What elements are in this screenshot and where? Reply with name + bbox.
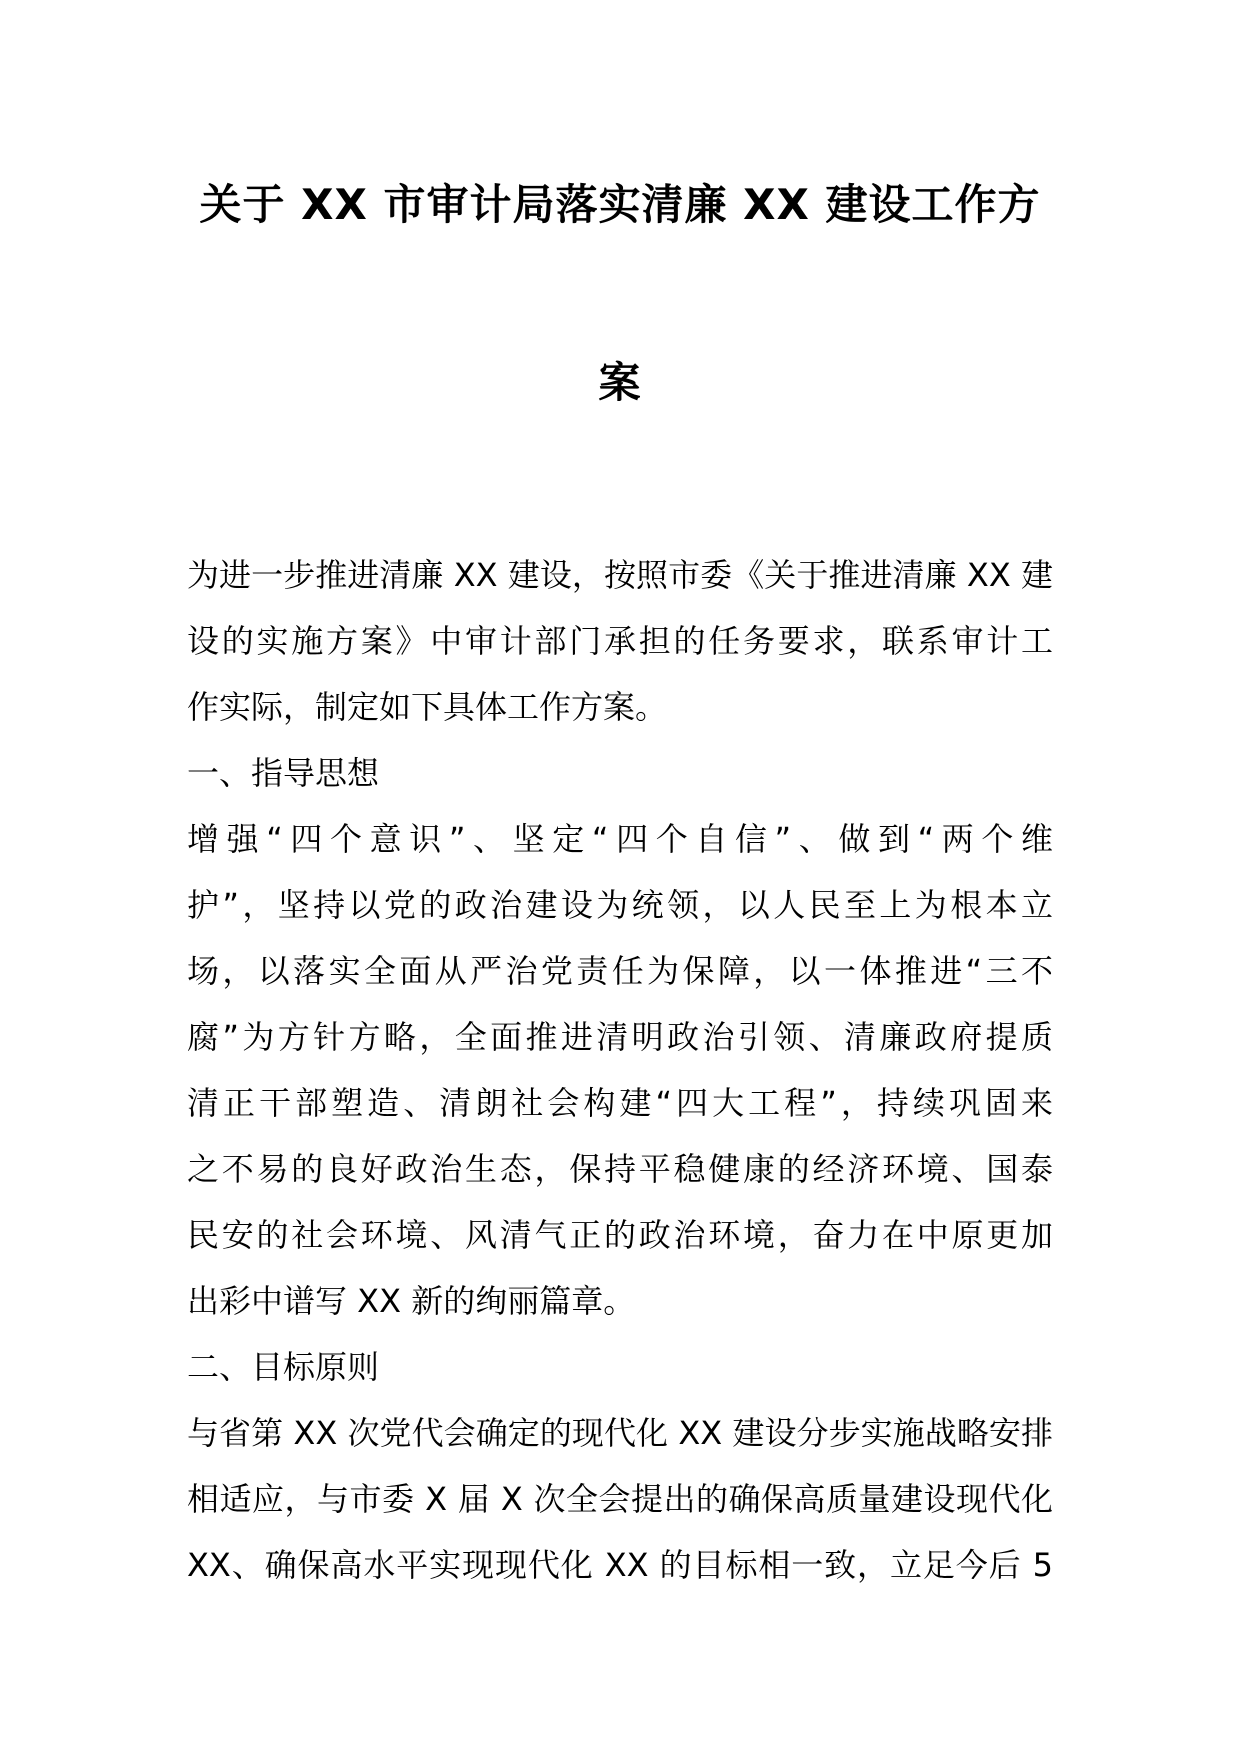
document-title-line-1: 关于 XX 市审计局落实清廉 XX 建设工作方 [199,180,1041,229]
body-line-12: 出彩中谱写 XX 新的绚丽篇章。 [187,1282,636,1320]
body-line-2: 设的实施方案》中审计部门承担的任务要求，联系审计工 [187,622,1053,660]
document-body [187,542,1053,1598]
body-line-11: 民安的社会环境、风清气正的政治环境，奋力在中原更加 [187,1216,1053,1254]
body-line-3: 作实际，制定如下具体工作方案。 [187,688,668,726]
document-title-line-2: 案 [598,358,642,407]
body-line-7: 场，以落实全面从严治党责任为保障，以一体推进“三不 [187,952,1053,990]
body-line-10: 之不易的良好政治生态，保持平稳健康的经济环境、国泰 [187,1150,1053,1188]
body-line-14: 与省第 XX 次党代会确定的现代化 XX 建设分步实施战略安排 [187,1414,1053,1452]
section-heading-target-principles: 二、目标原则 [187,1348,380,1386]
body-line-1: 为进一步推进清廉 XX 建设，按照市委《关于推进清廉 XX 建 [187,556,1053,594]
body-line-6: 护”，坚持以党的政治建设为统领，以人民至上为根本立 [187,886,1053,924]
body-line-5: 增强“四个意识”、坚定“四个自信”、做到“两个维 [187,820,1053,858]
body-line-8: 腐”为方针方略，全面推进清明政治引领、清廉政府提质 [187,1018,1053,1056]
section-heading-guiding-thought: 一、指导思想 [187,754,380,792]
body-line-15: 相适应，与市委 X 届 X 次全会提出的确保高质量建设现代化 [187,1480,1053,1518]
body-line-16: XX、确保高水平实现现代化 XX 的目标相一致，立足今后 5 [187,1546,1053,1584]
body-line-9: 清正干部塑造、清朗社会构建“四大工程”，持续巩固来 [187,1084,1053,1122]
